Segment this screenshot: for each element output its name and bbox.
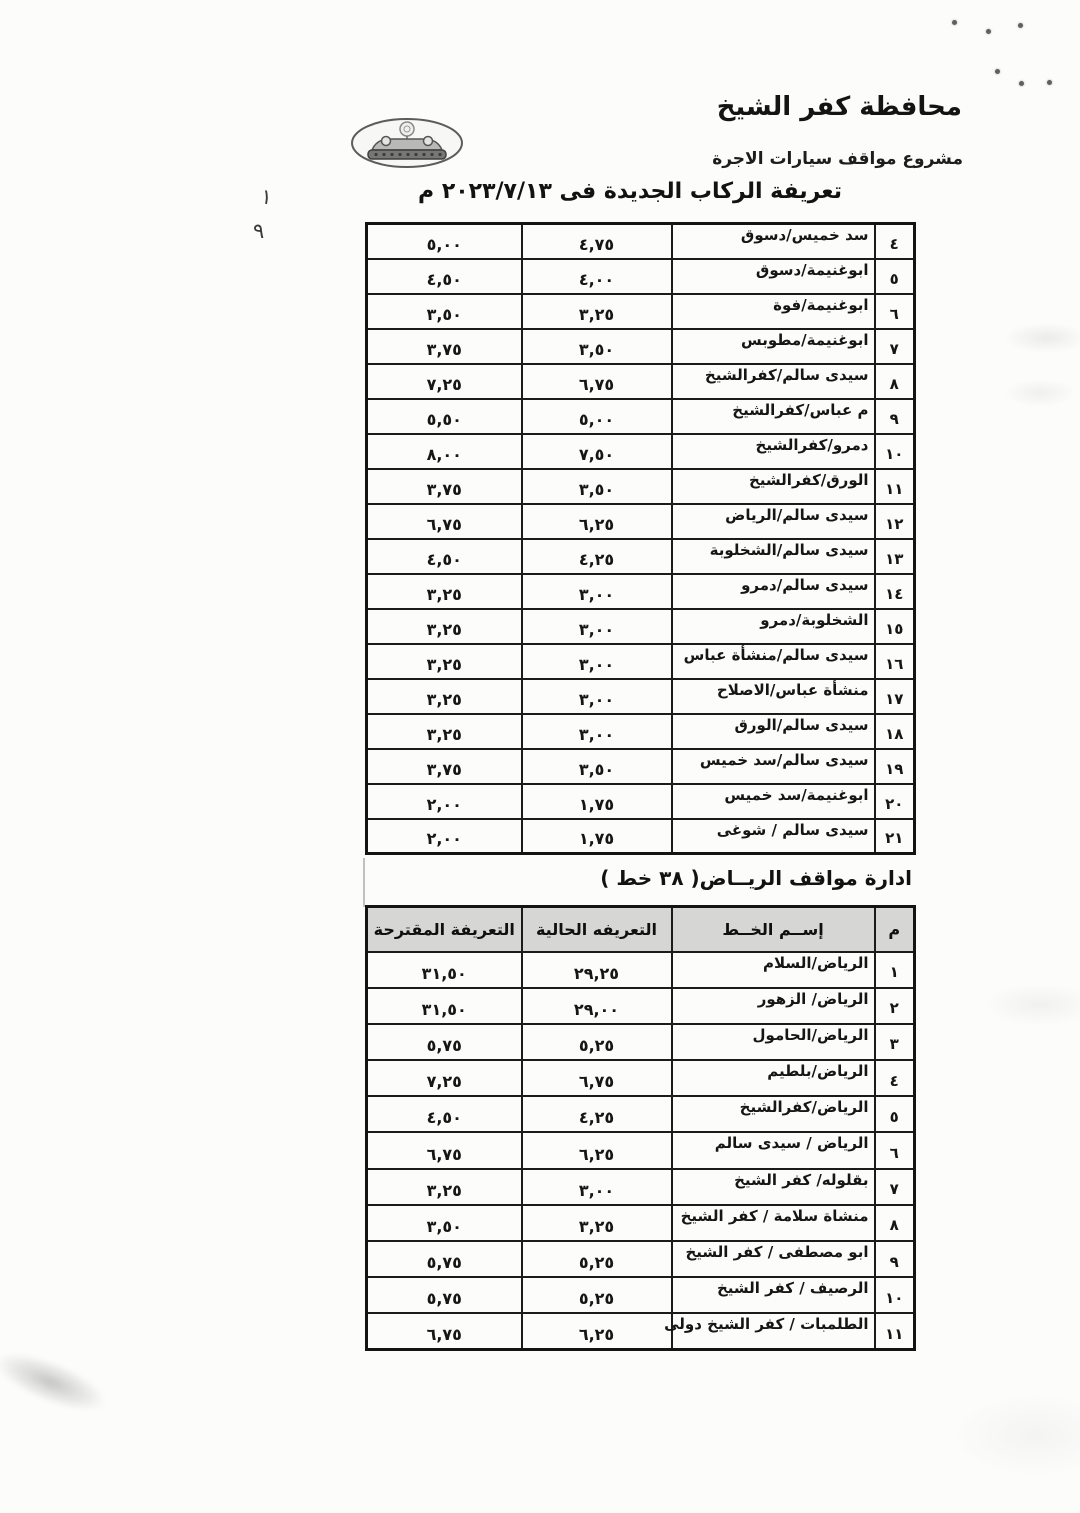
route-name: منشاة سلامة / كفر الشيخ	[672, 1205, 875, 1241]
current-fare: ٣,٠٠	[522, 574, 672, 609]
current-fare: ٣,٠٠	[522, 1169, 672, 1205]
table-row	[367, 1169, 915, 1205]
current-fare: ٦,٧٥	[522, 1060, 672, 1096]
project-subtitle: مشروع مواقف سيارات الاجرة	[712, 149, 963, 169]
table-row	[367, 539, 915, 574]
current-fare: ٤,٢٥	[522, 1096, 672, 1132]
handwritten-note-top: ١	[259, 184, 275, 210]
proposed-fare: ٣,٥٠	[367, 294, 522, 329]
document-title: تعريفة الركاب الجديدة فى ٢٠٢٣/٧/١٣ م	[418, 179, 842, 204]
header-line-name: إســم الخــط	[672, 907, 875, 952]
route-name: سيدى سالم/دمرو	[672, 574, 875, 609]
route-name: ابوغنيمة/دسوق	[672, 259, 875, 294]
row-number: ١٥	[875, 609, 915, 644]
table-row	[367, 1205, 915, 1241]
route-name: الرياض/كفرالشيخ	[672, 1096, 875, 1132]
table-row	[367, 714, 915, 749]
table-row	[367, 784, 915, 819]
table-row	[367, 294, 915, 329]
row-number: ٩	[875, 1241, 915, 1277]
proposed-fare: ٤,٥٠	[367, 259, 522, 294]
row-number: ٨	[875, 1205, 915, 1241]
route-name: بقلوله/ كفر الشيخ	[672, 1169, 875, 1205]
row-number: ٤	[875, 224, 915, 259]
current-fare: ٧,٥٠	[522, 434, 672, 469]
route-name: م عباس/كفرالشيخ	[672, 399, 875, 434]
table-row	[367, 364, 915, 399]
table-row	[367, 399, 915, 434]
proposed-fare: ٦,٧٥	[367, 1132, 522, 1168]
fare-table-continued	[365, 222, 916, 855]
current-fare: ٦,٢٥	[522, 1313, 672, 1349]
current-fare: ٣,٢٥	[522, 294, 672, 329]
row-number: ٢١	[875, 819, 915, 854]
scan-dot	[986, 29, 991, 34]
proposed-fare: ٣,٢٥	[367, 609, 522, 644]
table-row	[367, 1060, 915, 1096]
proposed-fare: ٤,٥٠	[367, 1096, 522, 1132]
header-proposed-tariff: التعريفة المقترحة	[367, 907, 522, 952]
route-name: الرياض/ الزهور	[672, 988, 875, 1024]
proposed-fare: ٧,٢٥	[367, 1060, 522, 1096]
table-row	[367, 749, 915, 784]
route-name: سيدى سالم/منشأة عباس	[672, 644, 875, 679]
table-row	[367, 1096, 915, 1132]
row-number: ٦	[875, 294, 915, 329]
route-name: الشخلوبة/دمرو	[672, 609, 875, 644]
route-name: سيدى سالم/الرياض	[672, 504, 875, 539]
row-number: ١٩	[875, 749, 915, 784]
row-number: ١٤	[875, 574, 915, 609]
proposed-fare: ٢,٠٠	[367, 819, 522, 854]
route-name: ابوغنيمة/مطوبس	[672, 329, 875, 364]
row-number: ٥	[875, 1096, 915, 1132]
proposed-fare: ٣١,٥٠	[367, 988, 522, 1024]
current-fare: ٣,٠٠	[522, 609, 672, 644]
current-fare: ٣,٥٠	[522, 469, 672, 504]
row-number: ٦	[875, 1132, 915, 1168]
route-name: سيدى سالم/الشخلوبة	[672, 539, 875, 574]
table-row	[367, 469, 915, 504]
proposed-fare: ٥,٠٠	[367, 224, 522, 259]
proposed-fare: ٥,٧٥	[367, 1024, 522, 1060]
row-number: ٥	[875, 259, 915, 294]
current-fare: ٤,٧٥	[522, 224, 672, 259]
proposed-fare: ٥,٧٥	[367, 1277, 522, 1313]
current-fare: ١,٧٥	[522, 819, 672, 854]
current-fare: ٣,٥٠	[522, 749, 672, 784]
row-number: ٩	[875, 399, 915, 434]
header-row	[367, 907, 915, 952]
proposed-fare: ٨,٠٠	[367, 434, 522, 469]
route-name: سد خميس/دسوق	[672, 224, 875, 259]
table-row	[367, 434, 915, 469]
route-name: سيدى سالم/كفرالشيخ	[672, 364, 875, 399]
proposed-fare: ٣,٧٥	[367, 749, 522, 784]
table-row	[367, 952, 915, 988]
current-fare: ٥,٢٥	[522, 1277, 672, 1313]
table-row	[367, 504, 915, 539]
table-row	[367, 819, 915, 854]
current-fare: ١,٧٥	[522, 784, 672, 819]
table-row	[367, 259, 915, 294]
route-name: الرياض/السلام	[672, 952, 875, 988]
table-row	[367, 224, 915, 259]
proposed-fare: ٣,٢٥	[367, 714, 522, 749]
riyadh-fare-table	[365, 905, 916, 1351]
row-number: ٤	[875, 1060, 915, 1096]
proposed-fare: ٦,٧٥	[367, 1313, 522, 1349]
table-row	[367, 1313, 915, 1349]
governorate-title: محافظة كفر الشيخ	[716, 92, 962, 122]
route-name: الرياض/بلطيم	[672, 1060, 875, 1096]
proposed-fare: ٣١,٥٠	[367, 952, 522, 988]
current-fare: ٤,٢٥	[522, 539, 672, 574]
current-fare: ٦,٧٥	[522, 364, 672, 399]
route-name: سيدى سالم / شوغى	[672, 819, 875, 854]
current-fare: ٥,٠٠	[522, 399, 672, 434]
row-number: ٧	[875, 1169, 915, 1205]
row-number: ١٨	[875, 714, 915, 749]
row-number: ٢	[875, 988, 915, 1024]
table-edge-line	[363, 858, 365, 907]
proposed-fare: ٣,٢٥	[367, 679, 522, 714]
route-name: سيدى سالم/الورق	[672, 714, 875, 749]
row-number: ٢٠	[875, 784, 915, 819]
row-number: ١	[875, 952, 915, 988]
header-current-tariff: التعريفه الحالية	[522, 907, 672, 952]
proposed-fare: ٣,٢٥	[367, 1169, 522, 1205]
scan-dot	[1047, 80, 1052, 85]
current-fare: ٣,٠٠	[522, 679, 672, 714]
route-name: سيدى سالم/سد خميس	[672, 749, 875, 784]
current-fare: ٣,٠٠	[522, 714, 672, 749]
row-number: ٧	[875, 329, 915, 364]
row-number: ١٠	[875, 1277, 915, 1313]
handwritten-note-bottom: ٩	[253, 219, 265, 243]
header-row-number: م	[875, 907, 915, 952]
row-number: ١٦	[875, 644, 915, 679]
current-fare: ٢٩,٢٥	[522, 952, 672, 988]
proposed-fare: ٣,٥٠	[367, 1205, 522, 1241]
proposed-fare: ٢,٠٠	[367, 784, 522, 819]
scan-dot	[995, 69, 1000, 74]
table-row	[367, 1277, 915, 1313]
current-fare: ٣,٢٥	[522, 1205, 672, 1241]
route-name: الورق/كفرالشيخ	[672, 469, 875, 504]
table-row	[367, 609, 915, 644]
scan-smudge	[0, 1323, 146, 1453]
table-row	[367, 644, 915, 679]
row-number: ١١	[875, 469, 915, 504]
proposed-fare: ٣,٧٥	[367, 469, 522, 504]
riyadh-fare-table-body	[367, 952, 915, 1350]
current-fare: ٢٩,٠٠	[522, 988, 672, 1024]
proposed-fare: ٣,٢٥	[367, 574, 522, 609]
current-fare: ٦,٢٥	[522, 504, 672, 539]
proposed-fare: ٣,٧٥	[367, 329, 522, 364]
row-number: ٣	[875, 1024, 915, 1060]
proposed-fare: ٥,٧٥	[367, 1241, 522, 1277]
taxi-stand-logo-icon	[348, 114, 466, 172]
current-fare: ٤,٠٠	[522, 259, 672, 294]
current-fare: ٥,٢٥	[522, 1241, 672, 1277]
route-name: منشأة عباس/الاصلاح	[672, 679, 875, 714]
current-fare: ٣,٠٠	[522, 644, 672, 679]
table-row	[367, 1132, 915, 1168]
row-number: ١١	[875, 1313, 915, 1349]
riyadh-section-title: ادارة مواقف الريــاض( ٣٨ خط )	[600, 866, 912, 890]
proposed-fare: ٦,٧٥	[367, 504, 522, 539]
current-fare: ٣,٥٠	[522, 329, 672, 364]
scan-dot	[1019, 81, 1024, 86]
scan-dot	[1018, 23, 1023, 28]
route-name: الطلمبات / كفر الشيخ دولى	[672, 1313, 875, 1349]
route-name: الرياض / سيدى سالم	[672, 1132, 875, 1168]
row-number: ١٣	[875, 539, 915, 574]
table-row	[367, 1241, 915, 1277]
proposed-fare: ٤,٥٠	[367, 539, 522, 574]
route-name: ابوغنيمة/سد خميس	[672, 784, 875, 819]
proposed-fare: ٧,٢٥	[367, 364, 522, 399]
table-row	[367, 1024, 915, 1060]
row-number: ١٧	[875, 679, 915, 714]
route-name: دمرو/كفرالشيخ	[672, 434, 875, 469]
table-row	[367, 329, 915, 364]
current-fare: ٥,٢٥	[522, 1024, 672, 1060]
table-row	[367, 574, 915, 609]
route-name: الرصيف / كفر الشيخ	[672, 1277, 875, 1313]
proposed-fare: ٥,٥٠	[367, 399, 522, 434]
table-row	[367, 679, 915, 714]
row-number: ٨	[875, 364, 915, 399]
route-name: الرياض/الحامول	[672, 1024, 875, 1060]
row-number: ١٠	[875, 434, 915, 469]
row-number: ١٢	[875, 504, 915, 539]
current-fare: ٦,٢٥	[522, 1132, 672, 1168]
table-row	[367, 988, 915, 1024]
proposed-fare: ٣,٢٥	[367, 644, 522, 679]
fare-table-continued-body	[367, 224, 915, 854]
scan-dot	[952, 20, 957, 25]
route-name: ابوغنيمة/فوة	[672, 294, 875, 329]
route-name: ابو مصطفى / كفر الشيخ	[672, 1241, 875, 1277]
